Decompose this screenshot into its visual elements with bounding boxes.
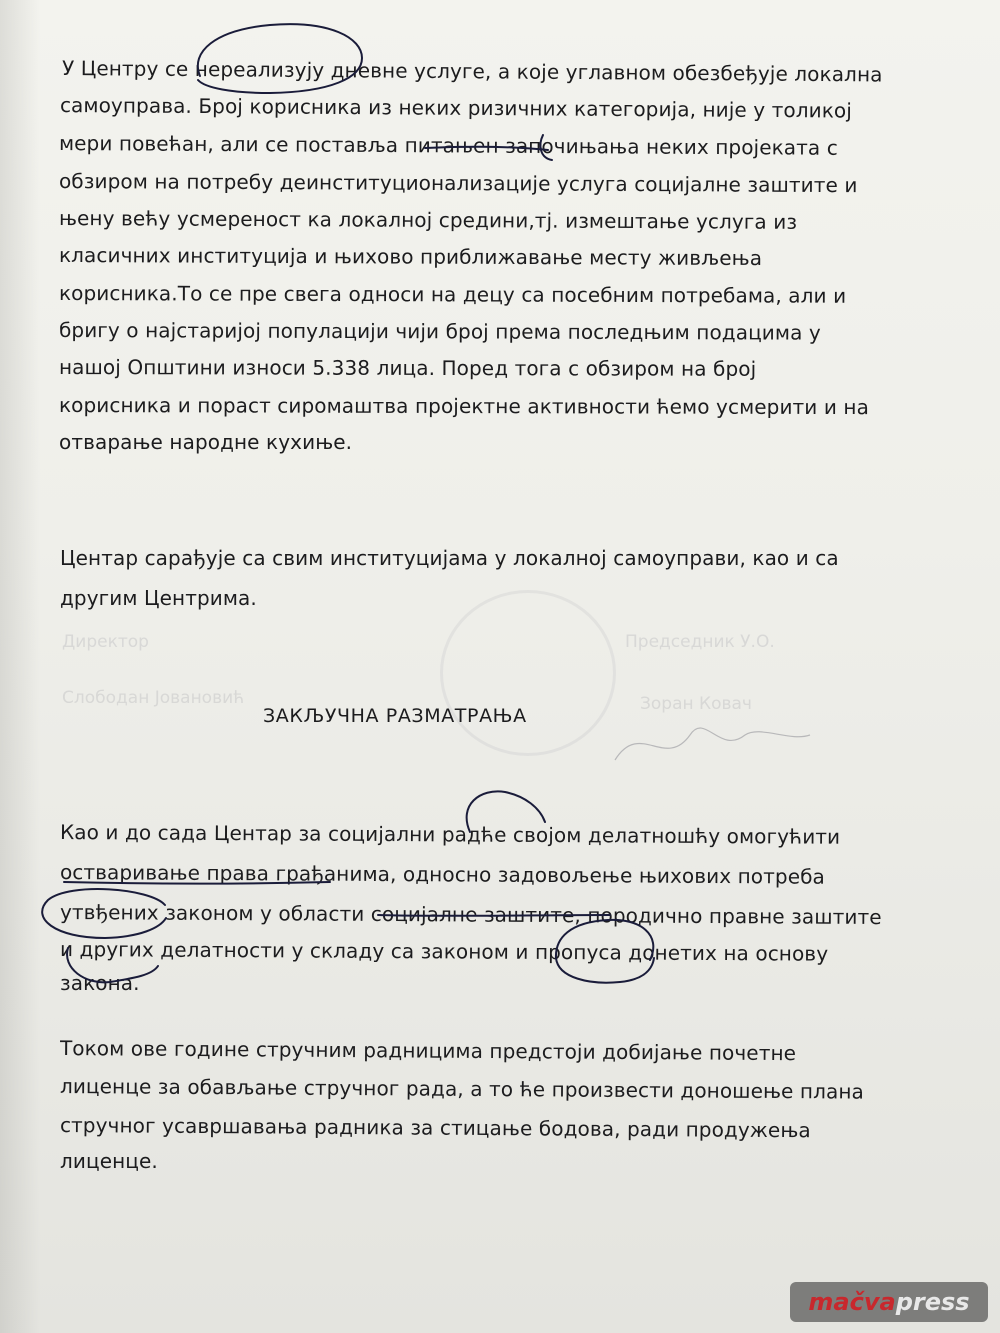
text-line: нашој Општини износи 5.338 лица. Поред тога с обзиром на број bbox=[58, 355, 757, 381]
text-line: корисника и пораст сиромаштва пројектне активности ћемо усмерити и на bbox=[58, 393, 870, 420]
text-line: стручног усавршавања радника за стицање бодова, ради продужења bbox=[59, 1113, 811, 1143]
bleed-through-seal bbox=[440, 590, 616, 756]
watermark-text-part: mačva bbox=[808, 1288, 896, 1316]
bleed-through-text: Зоран Ковач bbox=[640, 694, 752, 714]
text-line: другим Центрима. bbox=[60, 586, 257, 610]
text-line: Центар сарађује са свим институцијама у локалној самоуправи, као и са bbox=[60, 546, 839, 570]
text-line: корисника.То се пре свега односи на децу са посебним потребама, али и bbox=[58, 281, 847, 308]
text-line: отварање народне кухиње. bbox=[59, 430, 353, 454]
text-line: и других делатности у складу са законом и пропуса донетих на основу bbox=[59, 937, 829, 966]
text-line: бригу о најстаријој популацији чији број према последњим подацима у bbox=[58, 318, 821, 345]
watermark-text-part: press bbox=[895, 1288, 970, 1316]
text-line: лиценце. bbox=[60, 1149, 158, 1173]
text-line: обзиром на потребу деинституционализације услуга социјалне заштите и bbox=[58, 169, 858, 198]
text-line: У Центру се нереализују дневне услуге, а које углавном обезбеђује локална bbox=[61, 56, 883, 87]
text-line: закона. bbox=[60, 971, 140, 995]
text-line: Као и до сада Центар за социјални радће својом делатношћу омогућити bbox=[59, 820, 841, 849]
text-line: лиценце за обављање стручног рада, а то ће произвести доношење плана bbox=[59, 1074, 864, 1104]
bleed-through-text: Директор bbox=[62, 632, 149, 652]
text-line: самоуправа. Број корисника из неких ризичних категорија, није у толикој bbox=[59, 93, 853, 123]
text-line: класичних институција и њихово приближавање месту живљења bbox=[58, 243, 763, 271]
text-line: остваривање права грађанима, односно задовољење њихових потреба bbox=[59, 860, 826, 889]
paper-shadow bbox=[0, 0, 40, 1333]
source-watermark bbox=[790, 1282, 988, 1322]
text-line: мери повећан, али се поставља питањен започињања неких пројеката с bbox=[58, 131, 838, 160]
text-line: Током ове године стручним радницима предстоји добијање почетне bbox=[59, 1036, 797, 1066]
bleed-through-signature bbox=[615, 728, 810, 760]
text-line: утвђених законом у области социјалне заштите, породично правне заштите bbox=[59, 900, 882, 930]
text-line: њену већу усмереност ка локалној средини,тј. измештање услуга из bbox=[58, 206, 798, 234]
bleed-through-text: Слободан Јовановић bbox=[62, 688, 245, 708]
bleed-through-text: Председник У.О. bbox=[625, 632, 775, 652]
section-heading: ЗАКЉУЧНА РАЗМАТРАЊА bbox=[263, 705, 527, 727]
